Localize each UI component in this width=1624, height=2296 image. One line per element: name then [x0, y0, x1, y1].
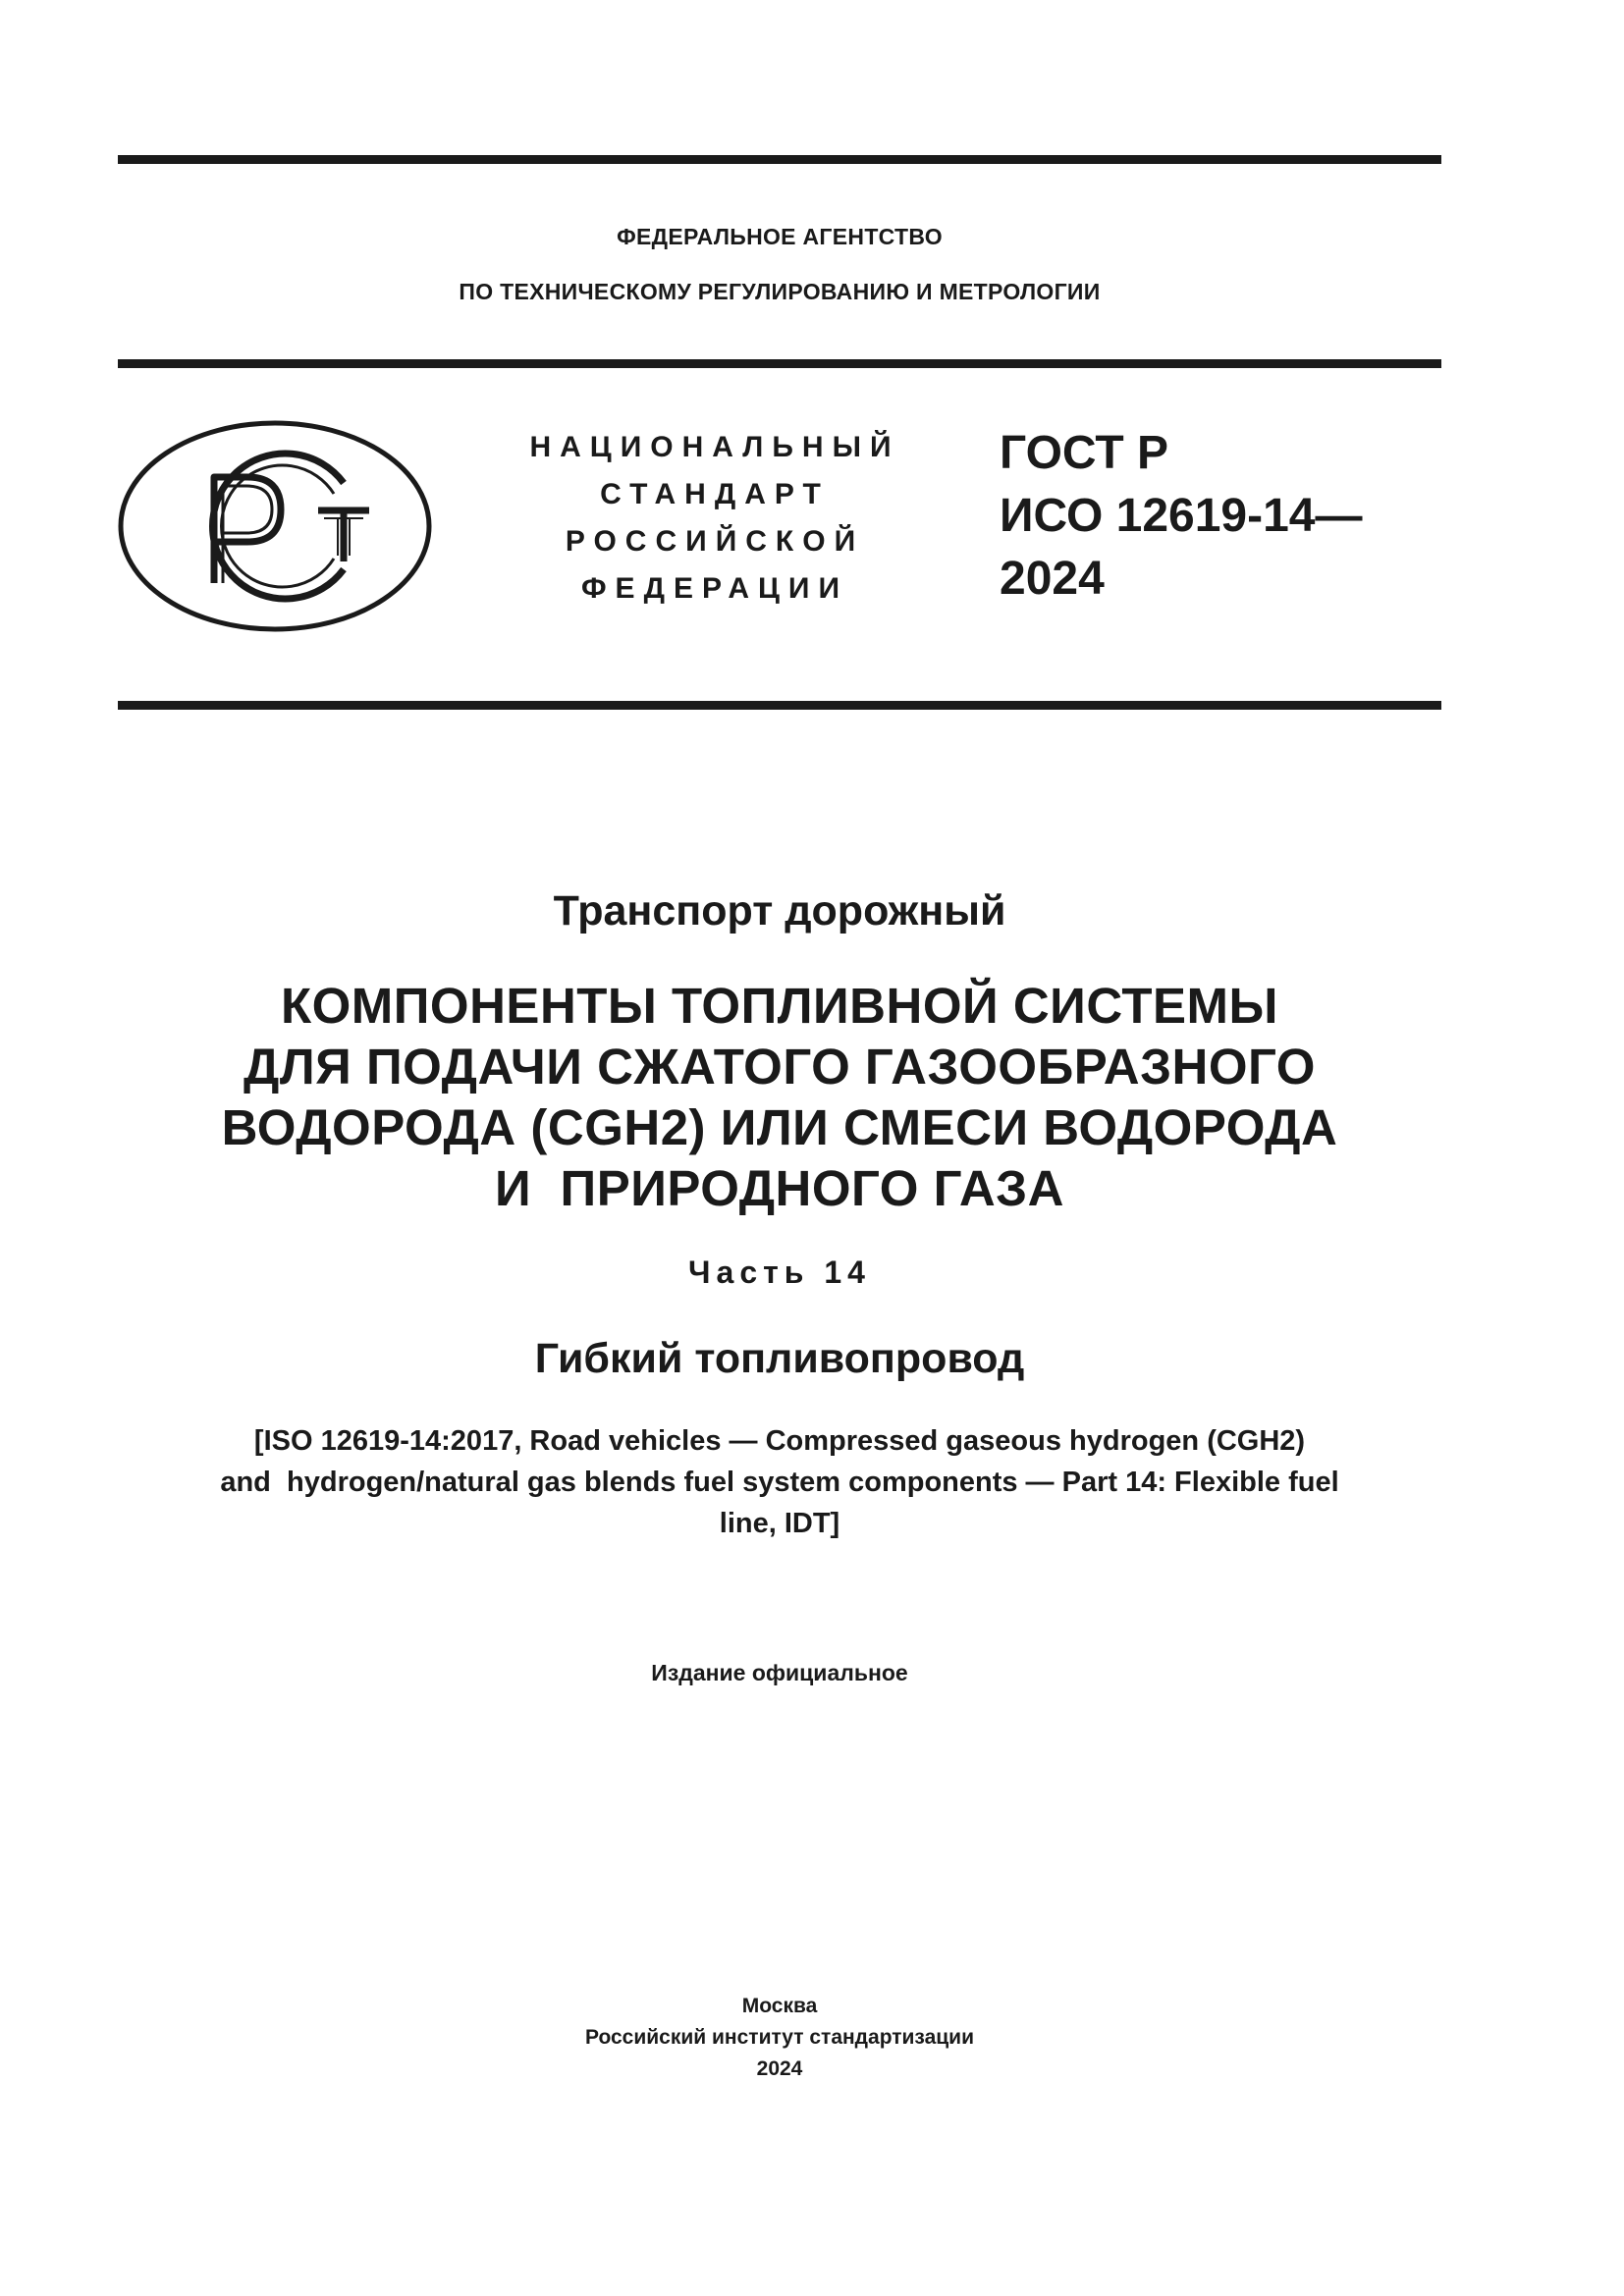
- national-standard-line-3: РОССИЙСКОЙ: [565, 525, 865, 558]
- iso-reference-line-1: [ISO 12619-14:2017, Road vehicles — Compressed gaseous hydrogen (CGH2): [253, 1425, 1306, 1457]
- main-title-line-1: КОМПОНЕНТЫ ТОПЛИВНОЙ СИСТЕМЫ: [281, 978, 1278, 1034]
- title-block-rule: [118, 701, 1441, 710]
- iso-reference-line-2: and hydrogen/natural gas blends fuel system components — Part 14: Flexible fuel: [220, 1467, 1339, 1498]
- agency-line-2: ПО ТЕХНИЧЕСКОМУ РЕГУЛИРОВАНИЮ И МЕТРОЛОГИИ: [459, 279, 1101, 304]
- header-rule: [118, 359, 1441, 368]
- document-main-title: [118, 976, 1441, 1219]
- top-rule: [118, 155, 1441, 164]
- imprint: [118, 1991, 1441, 2085]
- rst-mark-icon: [116, 418, 434, 634]
- designation-line-3: 2024: [1000, 553, 1105, 605]
- document-subtitle: Гибкий топливопровод: [534, 1335, 1025, 1382]
- imprint-publisher: Российский институт стандартизации: [584, 2026, 975, 2049]
- main-title-line-2: ДЛЯ ПОДАЧИ СЖАТОГО ГАЗООБРАЗНОГО: [244, 1039, 1316, 1095]
- agency-line-1: ФЕДЕРАЛЬНОЕ АГЕНТСТВО: [617, 224, 943, 249]
- iso-reference-line-3: line, IDT]: [719, 1508, 840, 1539]
- designation-line-1: ГОСТ Р: [1000, 427, 1169, 479]
- imprint-year: 2024: [756, 2057, 803, 2080]
- standard-designation: [1000, 422, 1432, 611]
- rst-logo: [116, 418, 434, 634]
- edition-note: Издание официальное: [651, 1660, 908, 1685]
- national-standard-line-2: СТАНДАРТ: [600, 478, 830, 510]
- document-part: Часть 14: [688, 1255, 871, 1290]
- document-subject: Транспорт дорожный: [553, 887, 1006, 934]
- national-standard-label: [503, 424, 927, 613]
- iso-reference: [118, 1420, 1441, 1544]
- main-title-line-3: ВОДОРОДА (CGH2) ИЛИ СМЕСИ ВОДОРОДА: [221, 1099, 1338, 1155]
- main-title-line-4: И ПРИРОДНОГО ГАЗА: [495, 1160, 1064, 1216]
- designation-line-2: ИСО 12619-14—: [1000, 490, 1363, 542]
- national-standard-line-1: НАЦИОНАЛЬНЫЙ: [529, 431, 900, 463]
- imprint-city: Москва: [741, 1995, 818, 2017]
- national-standard-line-4: ФЕДЕРАЦИИ: [580, 572, 849, 605]
